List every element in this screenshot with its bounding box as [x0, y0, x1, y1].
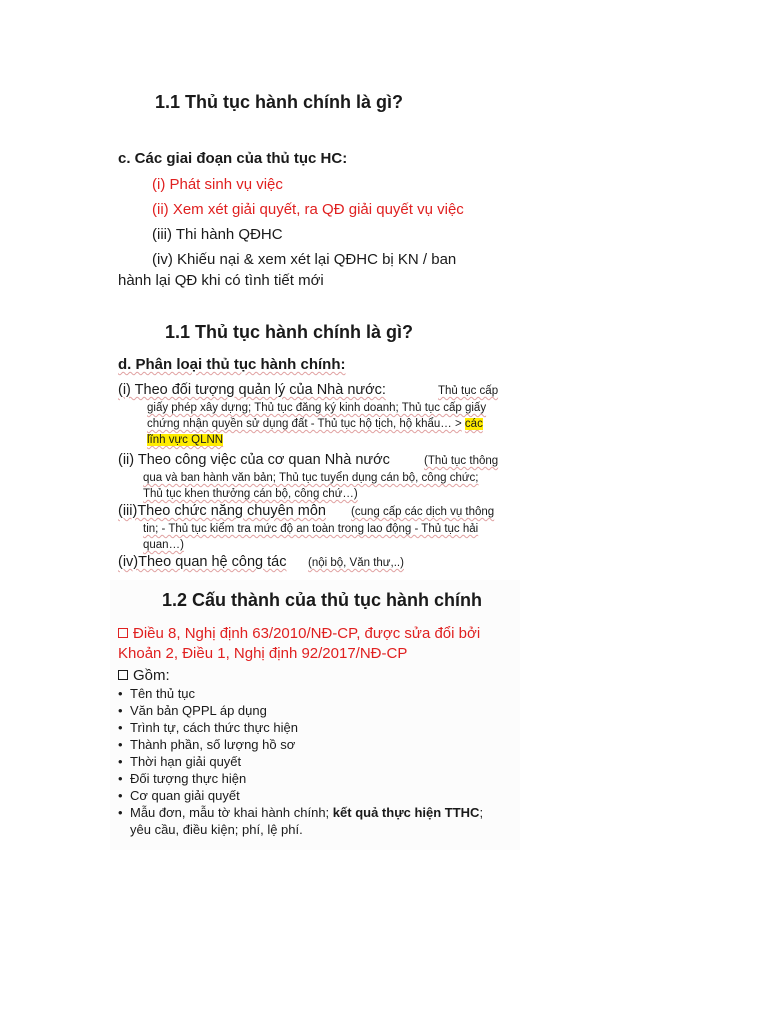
list-item: • Đối tượng thực hiện	[116, 770, 483, 787]
list-item: • Văn bản QPPL áp dụng	[116, 702, 483, 719]
class-iv-note: (nội bộ, Văn thư,..)	[308, 557, 404, 569]
checkbox-square-icon	[118, 670, 128, 680]
slide1-heading: c. Các giai đoạn của thủ tục HC:	[118, 150, 348, 167]
class-iii-note3: quan…)	[143, 539, 184, 551]
slide2-heading: d. Phân loại thủ tục hành chính:	[118, 356, 346, 373]
stage-item-2: (ii) Xem xét giải quyết, ra QĐ giải quyết vụ việc	[152, 201, 464, 218]
stage-item-3: (iii) Thi hành QĐHC	[152, 226, 283, 243]
class-ii-note1: (Thủ tục thông	[424, 455, 499, 467]
class-iii-label: (iii)Theo chức năng chuyên môn	[118, 503, 326, 519]
class-ii-note2: qua và ban hành văn bản; Thủ tục tuyển dụng cán bộ, công chức;	[143, 472, 479, 484]
list-item: • Cơ quan giải quyết	[116, 787, 483, 804]
legal-basis-line1-text: Điều 8, Nghị định 63/2010/NĐ-CP, được sửa đổi bởi	[133, 625, 481, 642]
legal-basis-line2: Khoản 2, Điều 1, Nghị định 92/2017/NĐ-CP	[118, 645, 408, 662]
class-iv-label: (iv)Theo quan hệ công tác	[118, 554, 287, 570]
list-item: • Thời hạn giải quyết	[116, 753, 483, 770]
last-item-part2: ;	[479, 805, 484, 820]
class-iii-note2: tin; - Thủ tục kiểm tra mức độ an toàn trong lao động - Thủ tục hải	[143, 523, 479, 535]
checkbox-square-icon	[118, 628, 128, 638]
class-i-note4	[147, 432, 223, 448]
last-item-bold: kết quả thực hiện TTHC	[332, 805, 480, 820]
class-ii-label: (ii) Theo công việc của cơ quan Nhà nước	[118, 452, 390, 468]
components-heading-text: Gồm:	[133, 667, 170, 684]
class-i-note3-highlight: các	[464, 418, 483, 430]
slide2-title: 1.1 Thủ tục hành chính là gì?	[165, 322, 414, 342]
class-i-note3	[147, 416, 483, 432]
class-i-note2: giấy phép xây dựng; Thủ tục đăng ký kinh doanh; Thủ tục cấp giấy	[147, 402, 487, 414]
class-i-label: (i) Theo đối tượng quản lý của Nhà nước:	[118, 382, 386, 398]
class-i-note3-text: chứng nhận quyền sử dụng đất - Thủ tục hộ tịch, hộ khẩu… >	[147, 418, 462, 430]
last-item-part1: Mẫu đơn, mẫu tờ khai hành chính;	[130, 805, 330, 820]
slide1-title: 1.1 Thủ tục hành chính là gì?	[155, 92, 404, 112]
class-ii-note3: Thủ tục khen thưởng cán bộ, công chứ…)	[143, 488, 358, 500]
class-iii-note1: (cung cấp các dịch vụ thông	[351, 506, 495, 518]
components-heading	[118, 666, 170, 686]
slide-components	[110, 580, 520, 850]
class-i-note4-highlight: lĩnh vực QLNN	[147, 434, 224, 446]
stage-item-1: (i) Phát sinh vụ việc	[152, 176, 283, 193]
slide3-title: 1.2 Cấu thành của thủ tục hành chính	[162, 590, 483, 610]
last-item-line2: yêu cầu, điều kiện; phí, lệ phí.	[130, 822, 303, 837]
list-item: • Trình tự, cách thức thực hiện	[116, 719, 483, 736]
list-item: • Tên thủ tục	[116, 685, 483, 702]
components-list	[116, 685, 483, 821]
list-item: • Thành phần, số lượng hồ sơ	[116, 736, 483, 753]
legal-basis-line1	[118, 624, 480, 644]
list-item	[116, 804, 483, 821]
class-i-note1: Thủ tục cấp	[438, 385, 499, 397]
stage-item-4-line2: hành lại QĐ khi có tình tiết mới	[118, 272, 324, 289]
stage-item-4-line1: (iv) Khiếu nại & xem xét lại QĐHC bị KN / ban	[152, 251, 457, 268]
